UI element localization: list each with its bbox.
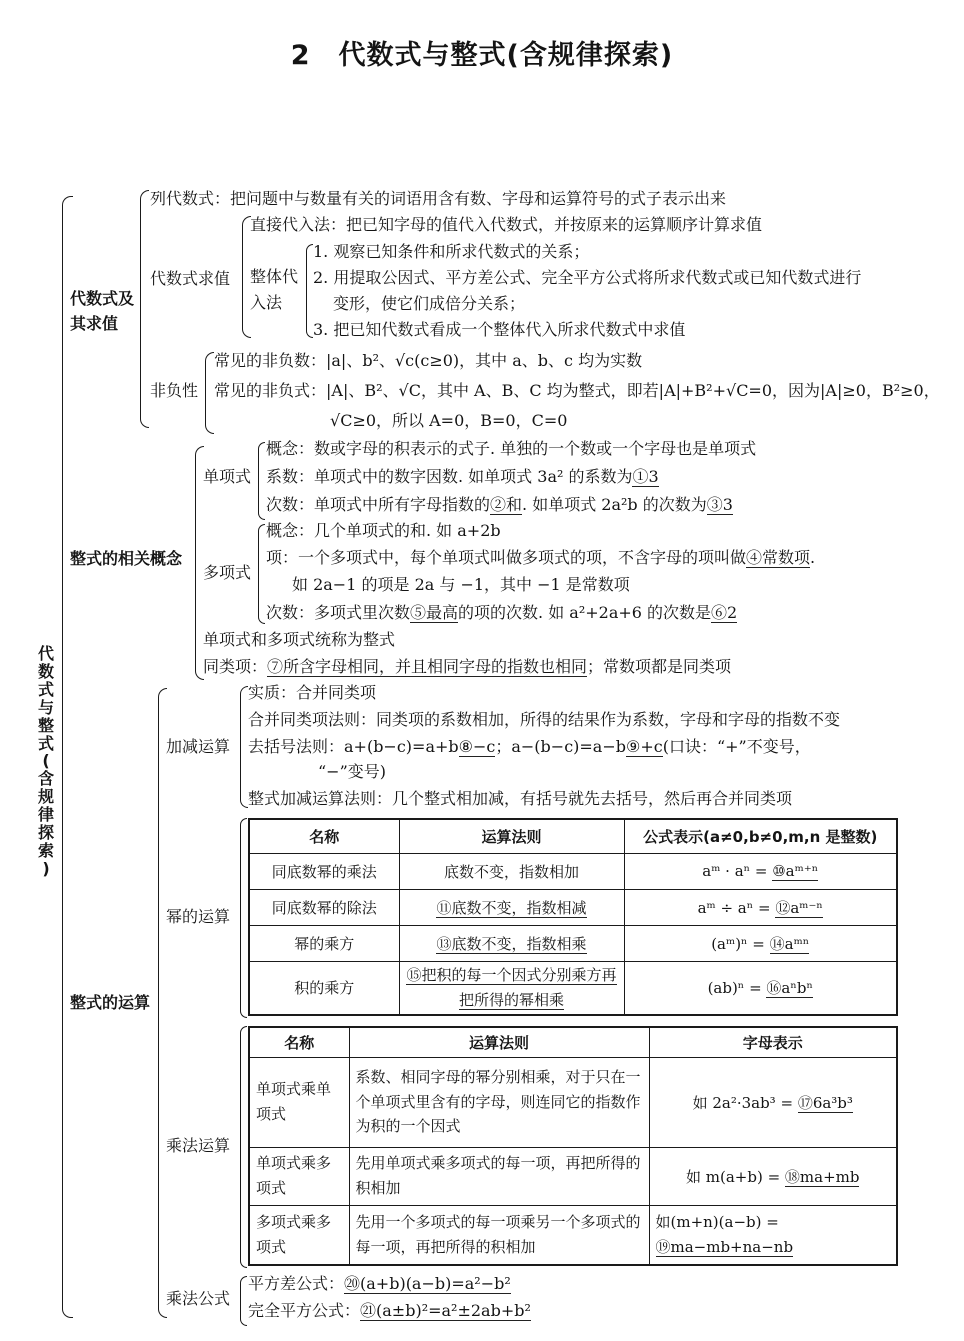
jiajian-label: 加减运算 [166,737,231,756]
lie-daishushi: 列代数式：把问题中与数量有关的词语用含有数、字母和运算符号的式子表示出来 [150,189,727,208]
dan-coef-text: 系数：单项式中的数字因数. 如单项式 3a² 的系数为 [266,467,633,486]
gongshi-label: 乘法公式 [166,1289,231,1308]
sec3-brace [158,688,167,1318]
header-cell: 公式表示(a≠0,b≠0,m,n 是整数) [624,819,897,853]
mi-brace [240,818,247,1018]
row-name: 单项式乘多项式 [249,1147,349,1205]
qiuzhi-label: 代数式求值 [150,269,231,288]
answer-9: ⑨+c [626,737,663,756]
row-name: 积的乘方 [249,961,399,1015]
answer-12: ⑫aᵐ⁻ⁿ [775,898,823,917]
row-rule [399,925,624,961]
row-name: 同底数幂的除法 [249,889,399,925]
answer-21: ㉑(a±b)²=a²±2ab+b² [360,1301,531,1320]
sec2-title: 整式的相关概念 [70,549,183,568]
answer-14: ⑭aᵐⁿ [769,934,810,953]
dan-brace [258,442,265,520]
formula-text: aᵐ ÷ aⁿ = [697,898,776,917]
row-name: 单项式乘单项式 [249,1057,349,1147]
power-table [248,818,898,1016]
row-formula [649,1057,897,1147]
row-formula [624,961,897,1015]
header-cell: 运算法则 [349,1027,649,1057]
answer-6: ⑥2 [711,603,738,622]
nonneg-line3: √C≥0，所以 A=0，B=0，C=0 [330,411,568,430]
table-row [249,1205,897,1265]
table-row [249,889,897,925]
zhijie-method: 直接代入法：把已知字母的值代入代数式，并按原来的运算顺序计算求值 [250,215,763,234]
duo-degree-text2: 的项的次数. 如 a²+2a+6 的次数是 [458,603,712,622]
feifu-label: 非负性 [150,381,199,400]
answer-17: ⑰6a³b³ [797,1093,853,1112]
formula-text: 如 2a²·3ab³ = [692,1093,798,1112]
jiajian-rule: 整式加减运算法则：几个整式相加减，有括号就先去括号，然后再合并同类项 [248,789,793,808]
zhengshi-def: 单项式和多项式统称为整式 [203,630,396,649]
pfc-label: 平方差公式： [248,1274,345,1293]
page-title: 2 代数式与整式(含规律探索) [290,40,674,71]
zhengti-brace [306,244,313,338]
duo-degree [266,604,737,622]
answer-11: ⑪底数不变，指数相减 [436,898,587,917]
duo-term-example: 如 2a−1 的项是 2a 与 −1，其中 −1 是常数项 [292,575,630,594]
wanquanpingfang [248,1302,531,1320]
nonneg-line1: 常见的非负数：|a|、b²、√c(c≥0)，其中 a、b、c 均为实数 [214,351,643,370]
formula-text: 如(m+n)(a−b) = [655,1213,779,1231]
zhengti-step1: 1. 观察已知条件和所求代数式的关系； [313,242,590,261]
formula-text: 如 m(a+b) = [686,1167,785,1186]
zhengti-step2b: 变形，使它们成倍分关系； [333,294,526,313]
answer-1: ①3 [632,467,659,486]
dan-label: 单项式 [203,467,252,486]
duo-term-end: . [810,548,816,567]
bracket-text3: (口诀：“+”不变号， [662,737,811,756]
header-cell: 运算法则 [399,819,624,853]
answer-18: ⑱ma+mb [784,1167,860,1186]
cheng-brace [240,1026,247,1268]
bracket-text2: ；a−(b−c)=a−b [495,737,626,756]
duo-term [266,549,815,567]
row-formula [649,1147,897,1205]
row-formula [624,925,897,961]
answer-4: ④常数项 [746,548,811,567]
answer-8: ⑧−c [458,737,496,756]
header-cell: 名称 [249,819,399,853]
gongshi-brace [240,1276,247,1326]
tonglei [203,658,731,676]
row-name: 幂的乘方 [249,925,399,961]
multiply-table-header [249,1027,897,1057]
sec3-title: 整式的运算 [70,993,151,1012]
table-row [249,961,897,1015]
formula-text: (ab)ⁿ = [707,979,767,998]
tonglei-text: 同类项： [203,657,268,676]
row-rule [399,961,624,1015]
sec1-title-line2: 其求值 [70,314,119,333]
formula-text: (aᵐ)ⁿ = [711,934,770,953]
answer-13: ⑬底数不变，指数相乘 [436,934,587,953]
row-rule: 底数不变，指数相加 [399,853,624,889]
pingfangcha [248,1275,511,1293]
jiajian-essence: 实质：合并同类项 [248,683,377,702]
row-rule: 先用单项式乘多项式的每一项，再把所得的积相加 [349,1147,649,1205]
dan-degree [266,496,733,514]
zhengti-step2a: 2. 用提取公因式、平方差公式、完全平方公式将所求代数式或已知代数式进行 [313,268,862,287]
sec1-brace [140,190,149,428]
nonneg-line2: 常见的非负式：|A|、B²、√C，其中 A、B、C 均为整式，即若|A|+B²+√C=0，因为|A|≥0，B²≥0， [214,381,940,400]
answer-2: ②和 [490,495,523,514]
dan-degree-text1: 次数：单项式中所有字母指数的 [266,495,491,514]
row-formula [624,889,897,925]
dan-degree-text2: . 如单项式 2a²b 的次数为 [522,495,707,514]
zhengti-step3: 3. 把已知代数式看成一个整体代入所求代数式中求值 [313,320,686,339]
table-row [249,1057,897,1147]
mi-label: 幂的运算 [166,907,231,926]
row-rule: 系数、相同字母的幂分别相乘，对于只在一个单项式里含有的字母，则连同它的指数作为积的一个因式 [349,1057,649,1147]
dan-coef [266,468,659,486]
answer-15: ⑮把积的每一个因式分别乘方再把所得的幂相乘 [406,966,617,1009]
answer-7: ⑦所含字母相同，并且相同字母的指数也相同 [267,657,588,676]
row-name: 同底数幂的乘法 [249,853,399,889]
feifu-brace [205,352,214,434]
answer-10: ⑩aᵐ⁺ⁿ [772,862,819,880]
duo-label: 多项式 [203,563,252,582]
row-name: 多项式乘多项式 [249,1205,349,1265]
header-cell: 字母表示 [649,1027,897,1057]
table-row [249,853,897,889]
answer-5: ⑤最高 [410,603,459,622]
power-table-header [249,819,897,853]
multiply-table [248,1026,898,1266]
duo-term-text: 项：一个多项式中，每个单项式叫做多项式的项，不含字母的项叫做 [266,548,747,567]
sec1-title-line1: 代数式及 [70,289,135,308]
table-row [249,925,897,961]
zhengti-label-1: 整体代 [250,267,299,286]
table-row [249,1147,897,1205]
jiajian-bracket [248,738,811,756]
row-formula [649,1205,897,1265]
row-rule [399,889,624,925]
outer-brace [62,196,73,1318]
header-cell: 名称 [249,1027,349,1057]
answer-19: ⑲ma−mb+na−nb [655,1237,794,1256]
row-formula [624,853,897,889]
answer-20: ⑳(a+b)(a−b)=a²−b² [344,1274,511,1293]
answer-16: ⑯aⁿbⁿ [766,979,813,998]
tonglei-end: ；常数项都是同类项 [587,657,732,676]
jiajian-bracket-tail: “−”变号) [318,762,387,781]
duo-concept: 概念：几个单项式的和. 如 a+2b [266,521,501,540]
wqpf-label: 完全平方公式： [248,1301,361,1320]
vertical-title: 代 数 式 与 整 式 ( 含 规 律 探 索 ) [37,644,54,878]
formula-text: aᵐ · aⁿ = [702,862,773,880]
row-rule: 先用一个多项式的每一项乘另一个多项式的每一项，再把所得的积相加 [349,1205,649,1265]
zhengti-label-2: 入法 [250,293,283,312]
jiajian-merge-rule: 合并同类项法则：同类项的系数相加，所得的结果作为系数，字母和字母的指数不变 [248,710,841,729]
dan-concept: 概念：数或字母的积表示的式子. 单独的一个数或一个字母也是单项式 [266,439,757,458]
duo-degree-text1: 次数：多项式里次数 [266,603,411,622]
jiajian-brace [240,686,248,808]
duo-brace [258,524,265,624]
cheng-label: 乘法运算 [166,1136,231,1155]
answer-3: ③3 [706,495,733,514]
bracket-text1: 去括号法则：a+(b−c)=a+b [248,737,459,756]
